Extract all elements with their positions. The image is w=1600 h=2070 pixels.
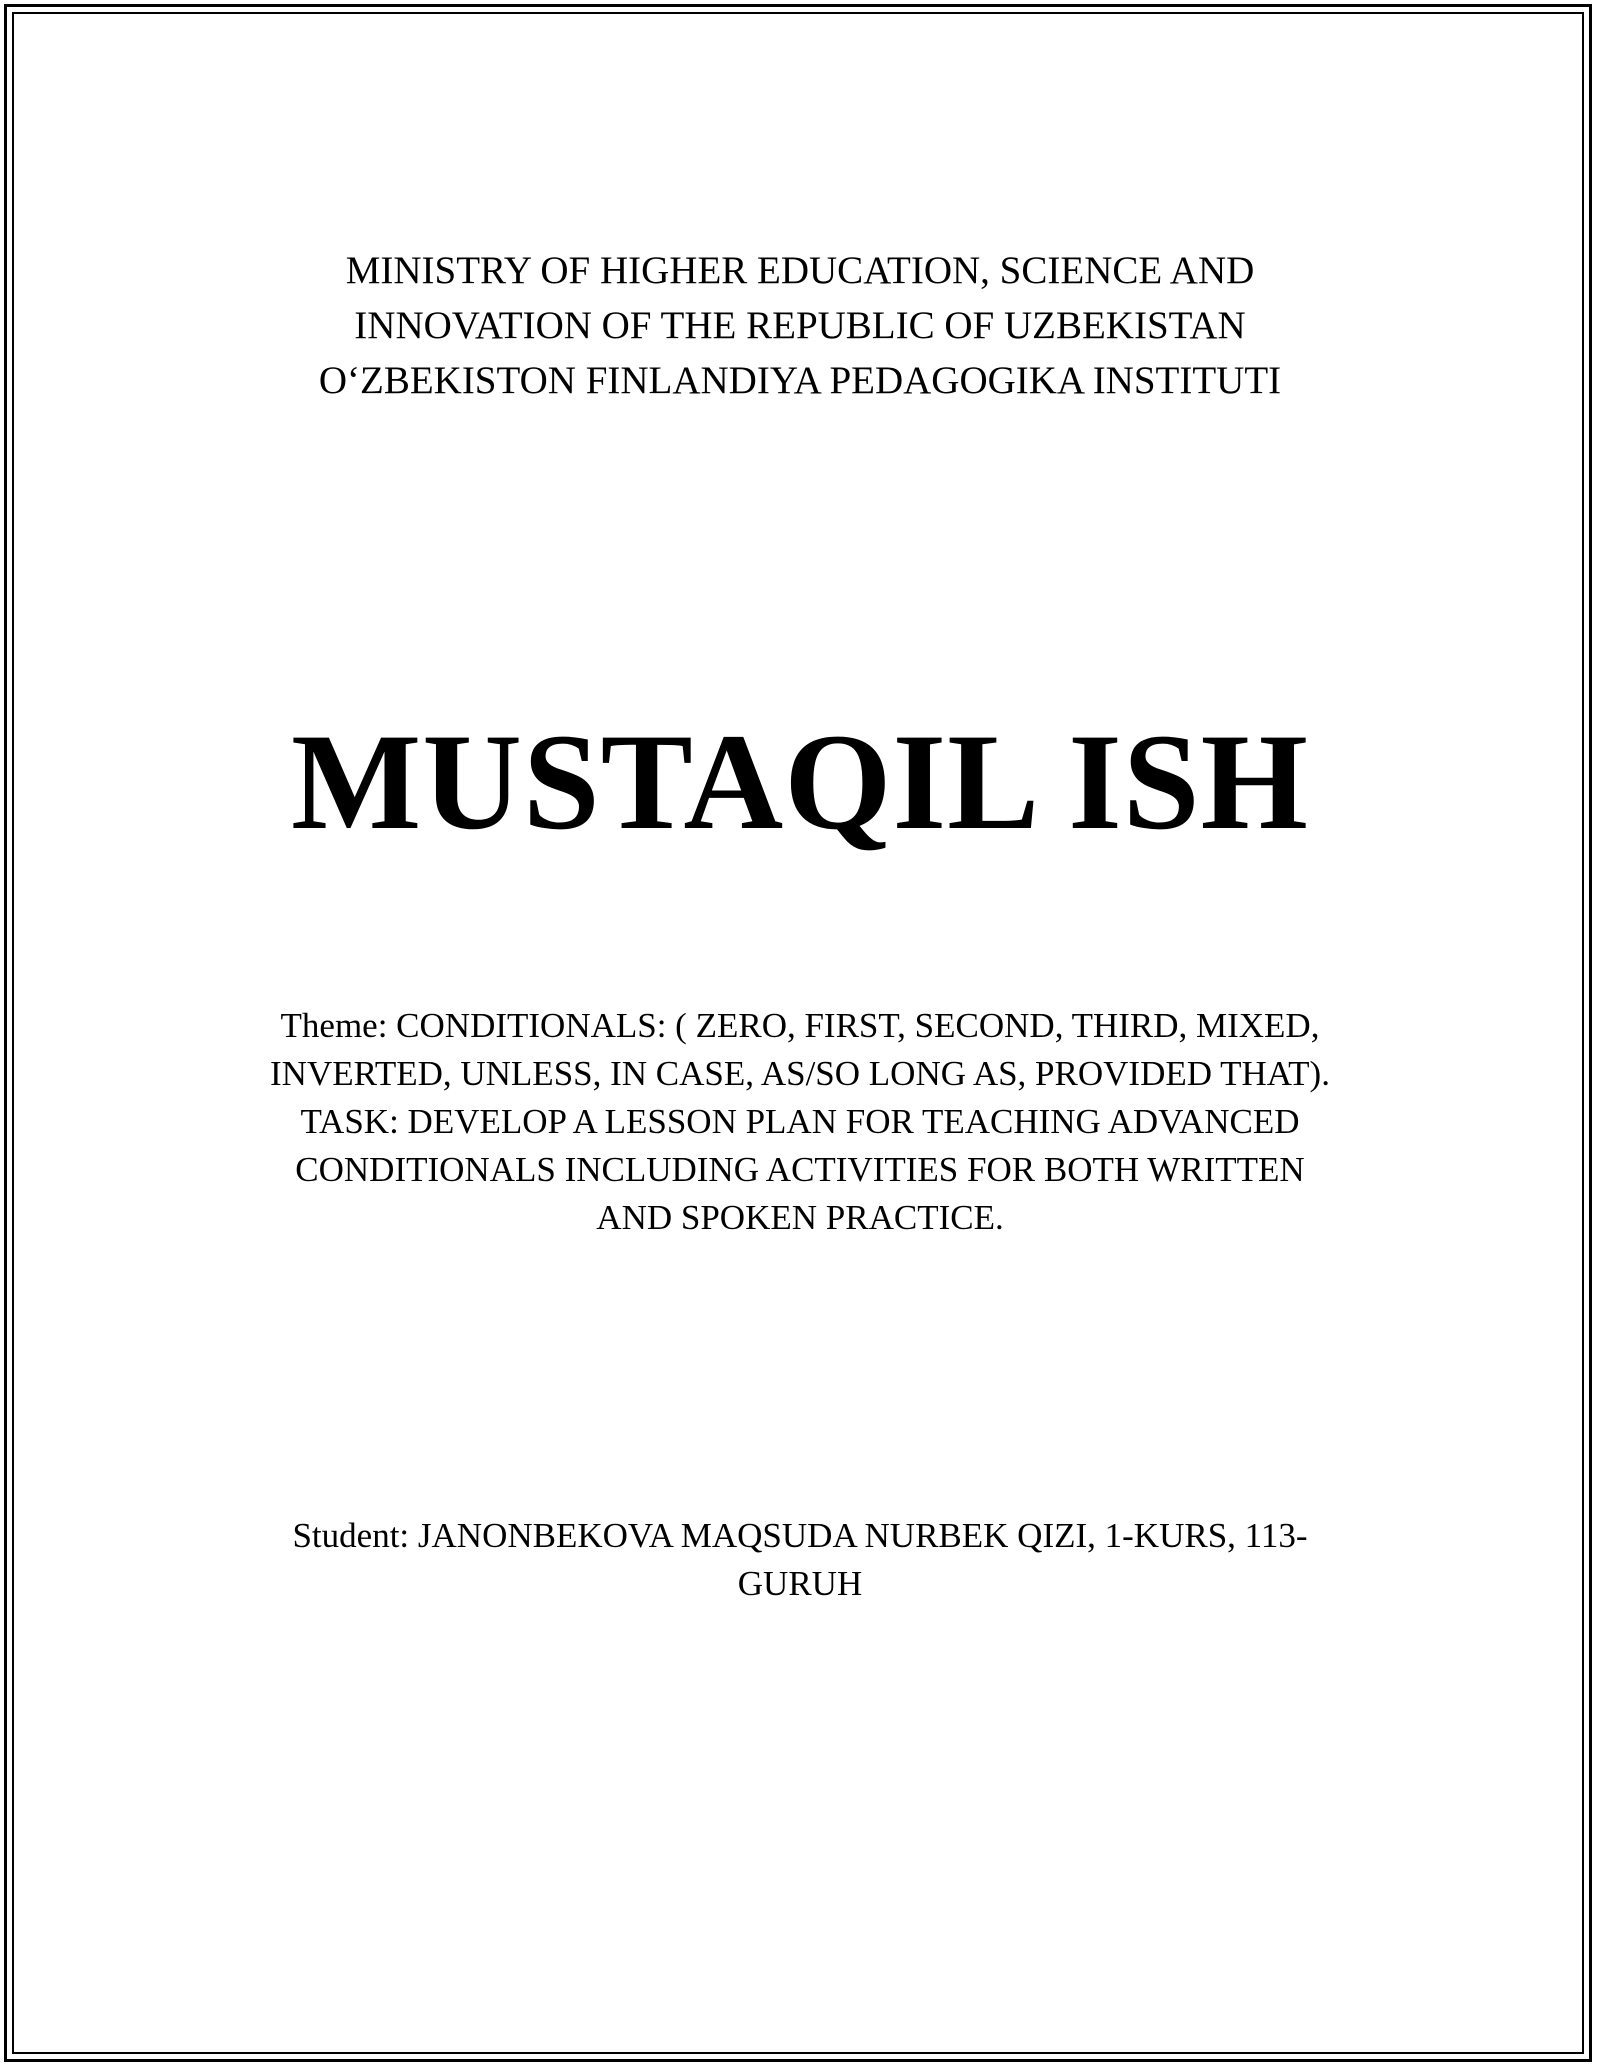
institution-header — [0, 243, 1600, 408]
theme-line-1: Theme: CONDITIONALS: ( ZERO, FIRST, SECOND, THIRD, MIXED, — [280, 1006, 1320, 1045]
header-line-ministry: MINISTRY OF HIGHER EDUCATION, SCIENCE AND — [345, 249, 1255, 292]
student-line-1: Student: JANONBEKOVA MAQSUDA NURBEK QIZI, 1-KURS, 113- — [292, 1516, 1308, 1555]
theme-line-3: TASK: DEVELOP A LESSON PLAN FOR TEACHING ADVANCED — [300, 1102, 1300, 1141]
student-info — [0, 1512, 1600, 1608]
theme-line-5: AND SPOKEN PRACTICE. — [596, 1198, 1004, 1237]
theme-line-2: INVERTED, UNLESS, IN CASE, AS/SO LONG AS, PROVIDED THAT). — [270, 1054, 1330, 1093]
theme-line-4: CONDITIONALS INCLUDING ACTIVITIES FOR BOTH WRITTEN — [295, 1150, 1305, 1189]
header-line-institute: O‘ZBEKISTON FINLANDIYA PEDAGOGIKA INSTITUTI — [318, 359, 1282, 402]
student-line-2: GURUH — [737, 1564, 863, 1603]
page-title: MUSTAQIL ISH — [291, 705, 1309, 858]
theme-block — [0, 1002, 1600, 1242]
header-line-republic: INNOVATION OF THE REPUBLIC OF UZBEKISTAN — [354, 304, 1246, 347]
